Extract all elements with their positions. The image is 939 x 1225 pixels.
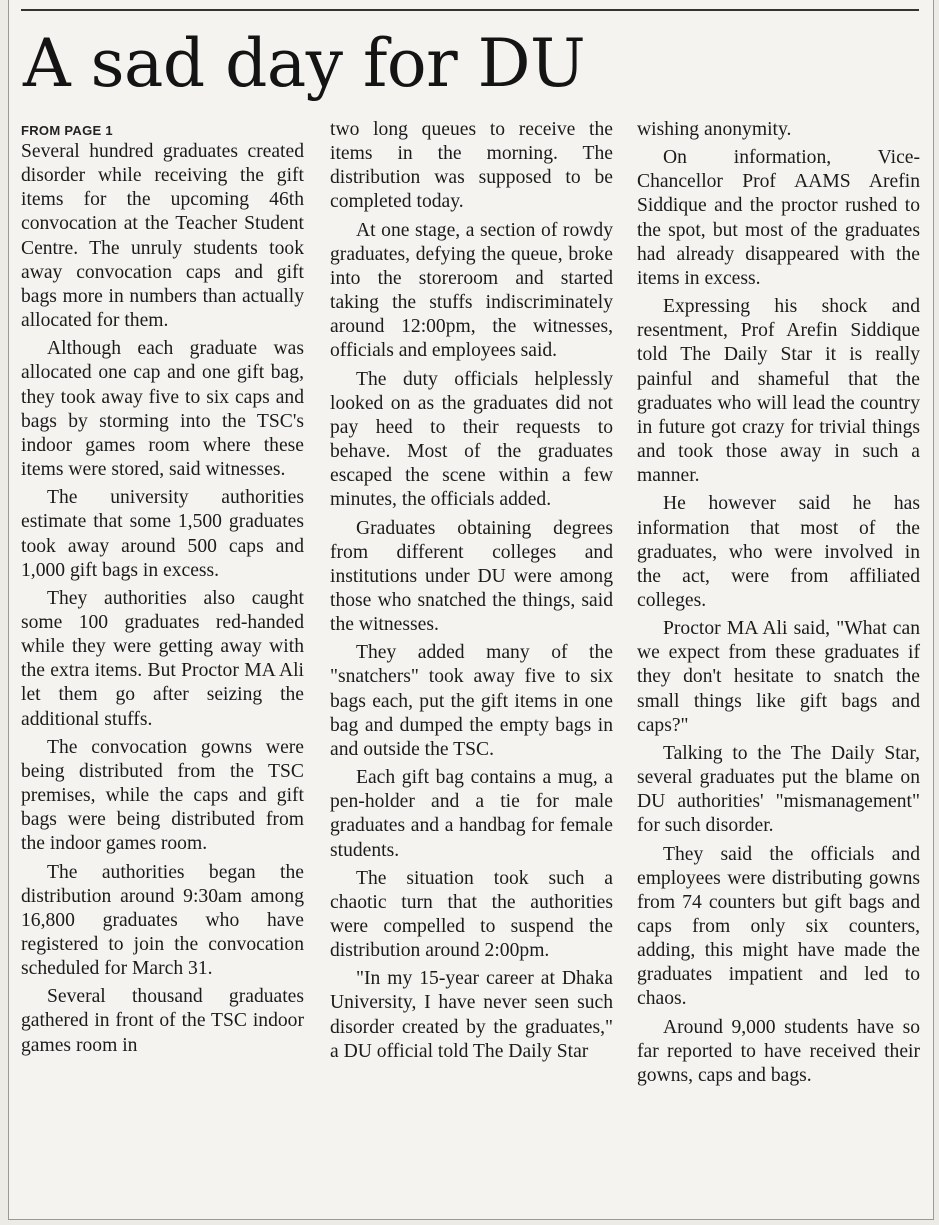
paragraph: He however said he has information that most of the graduates, who were involved in the act, were from affiliated colleges. — [637, 493, 920, 611]
paragraph: Graduates obtaining degrees from different colleges and institutions under DU were among those who snatched the things, said the witnesses. — [330, 517, 613, 636]
article-column-1 — [21, 118, 304, 1062]
paragraph: The convocation gowns were being distributed from the TSC premises, while the caps and gift bags were being distributed from the indoor games room. — [21, 736, 304, 855]
paragraph: two long queues to receive the items in the morning. The distribution was supposed to be completed today. — [330, 119, 613, 213]
paragraph: They said the officials and employees were distributing gowns from 74 counters but gift bags and caps from only six counters, adding, this might have made the graduates impatient and led to chaos. — [637, 843, 920, 1010]
article-column-3 — [637, 118, 920, 1092]
paragraph: The situation took such a chaotic turn that the authorities were compelled to suspend the distribution around 2:00pm. — [330, 867, 613, 962]
paragraph: "In my 15-year career at Dhaka University, I have never seen such disorder created by the graduates," a DU official told The Daily Star — [330, 968, 613, 1062]
paragraph: They added many of the "snatchers" took away five to six bags each, put the gift items in one bag and dumped the empty bags in and outside the TSC. — [330, 642, 613, 760]
paragraph: The university authorities estimate that some 1,500 graduates took away around 500 caps and 1,000 gift bags in excess. — [21, 487, 304, 581]
paragraph: The duty officials helplessly looked on as the graduates did not pay heed to their requests to behave. Most of the graduates escaped the scene within a few minutes, the officials added. — [330, 368, 613, 511]
paragraph: Proctor MA Ali said, "What can we expect from these graduates if they don't hesitate to snatch the small things like gift bags and caps?" — [637, 618, 920, 736]
paragraph: wishing anonymity. — [637, 119, 792, 140]
article-column-2 — [330, 118, 613, 1068]
paragraph: Several thousand graduates gathered in front of the TSC indoor games room in — [21, 986, 304, 1056]
paragraph: The authorities began the distribution around 9:30am among 16,800 graduates who have registered to join the convocation scheduled for March 31. — [21, 861, 304, 980]
paragraph: Expressing his shock and resentment, Prof Arefin Siddique told The Daily Star it is really painful and shameful that the graduates who will lead the country in future got crazy for trivial things and took those away in such a manner. — [637, 296, 920, 487]
paragraph: They authorities also caught some 100 graduates red-handed while they were getting away with the extra items. But Proctor MA Ali let them go after seizing the additional stuffs. — [21, 587, 304, 730]
newspaper-clipping — [8, 0, 934, 1220]
paragraph: Talking to the The Daily Star, several graduates put the blame on DU authorities' "mismanagement" for such disorder. — [637, 742, 920, 837]
paragraph: Several hundred graduates created disorder while receiving the gift items for the upcoming 46th convocation at the Teacher Student Centre. The unruly students took away convocation caps and gift bags more in numbers than actually allocated for them. — [21, 141, 304, 332]
paragraph: Around 9,000 students have so far reported to have received their gowns, caps and bags. — [637, 1016, 920, 1086]
paragraph: At one stage, a section of rowdy graduates, defying the queue, broke into the storeroom and started taking the stuffs indiscriminately around 12:00pm, the witnesses, officials and employees said. — [330, 219, 613, 362]
paragraph: Although each graduate was allocated one cap and one gift bag, they took away five to six caps and bags by storming into the TSC's indoor games room where these items were stored, said witnesses. — [21, 338, 304, 481]
paragraph: On information, Vice-Chancellor Prof AAMS Arefin Siddique and the proctor rushed to the spot, but most of the graduates had already disappeared with the items in excess. — [637, 147, 920, 289]
top-rule — [21, 9, 919, 11]
kicker: FROM PAGE 1 — [21, 123, 113, 138]
headline: A sad day for DU — [23, 25, 586, 102]
paragraph: Each gift bag contains a mug, a pen-holder and a tie for male graduates and a handbag for female students. — [330, 767, 613, 861]
